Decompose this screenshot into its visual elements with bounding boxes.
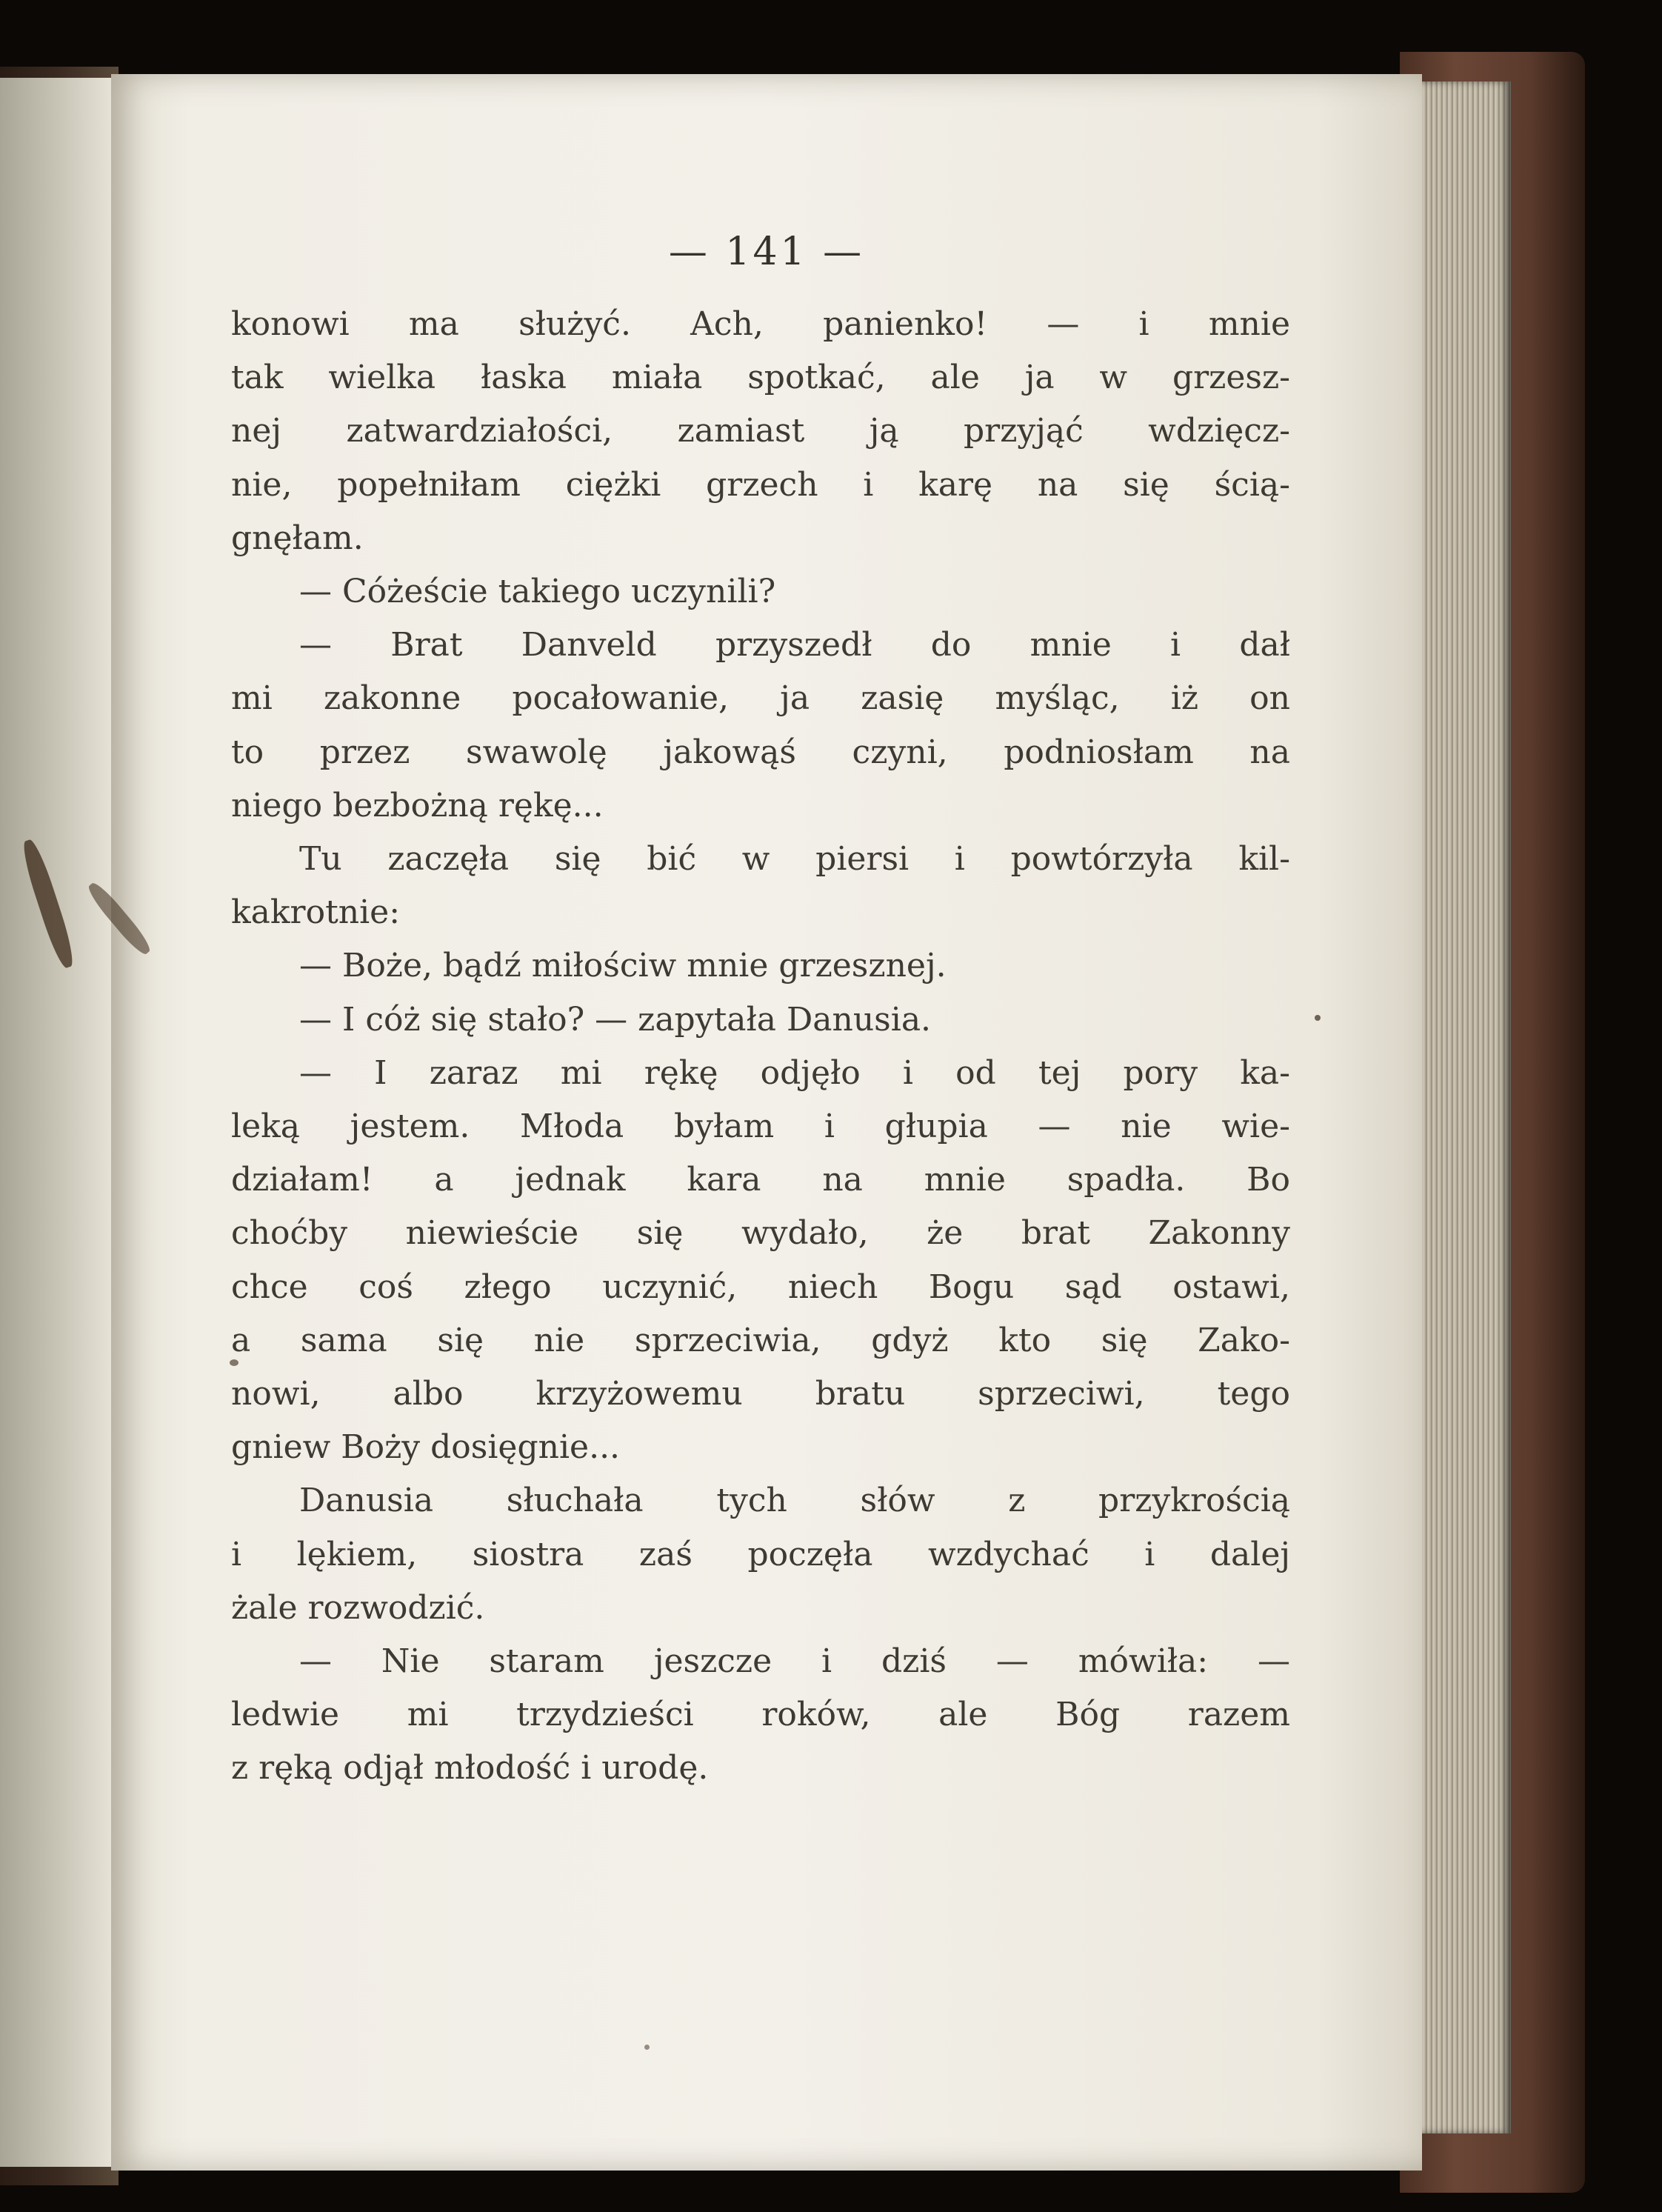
text-line: konowi ma służyć. Ach, panienko! — i mnie: [231, 305, 1290, 343]
text-line: — Brat Danveld przyszedł do mnie i dał: [299, 626, 1290, 664]
text-line: tak wielka łaska miała spotkać, ale ja w grzesz-: [231, 359, 1290, 397]
page-text: [231, 298, 1290, 1796]
text-line: kakrotnie:: [231, 893, 401, 932]
left-page-edge: [0, 78, 111, 2167]
text-line: — Nie staram jeszcze i dziś — mówiła: —: [299, 1642, 1290, 1681]
text-line: z ręką odjął młodość i urodę.: [231, 1749, 709, 1788]
text-line: mi zakonne pocałowanie, ja zasię myśląc, iż on: [231, 679, 1290, 718]
text-line: — Cóżeście takiego uczynili?: [299, 573, 776, 611]
text-line: — I cóż się stało? — zapytała Danusia.: [299, 1000, 932, 1039]
text-line: choćby niewieście się wydało, że brat Zakonny: [231, 1214, 1290, 1253]
text-line: gnęłam.: [231, 519, 364, 557]
text-line: a sama się nie sprzeciwia, gdyż kto się Zako-: [231, 1321, 1290, 1359]
text-line: leką jestem. Młoda byłam i głupia — nie wie-: [231, 1107, 1290, 1146]
text-line: działam! a jednak kara na mnie spadła. Bo: [231, 1161, 1290, 1199]
text-line: żale rozwodzić.: [231, 1588, 485, 1627]
text-line: ledwie mi trzydzieści roków, ale Bóg razem: [231, 1696, 1290, 1734]
text-line: Danusia słuchała tych słów z przykrością: [299, 1482, 1290, 1520]
ink-speck: [230, 1359, 238, 1366]
text-line: i lękiem, siostra zaś poczęła wzdychać i dalej: [231, 1535, 1290, 1573]
text-line: Tu zaczęła się bić w piersi i powtórzyła kil-: [299, 840, 1290, 879]
ink-speck: [1315, 1015, 1321, 1021]
text-line: gniew Boży dosięgnie...: [231, 1428, 621, 1467]
text-line: niego bezbożną rękę...: [231, 786, 604, 824]
text-line: — I zaraz mi rękę odjęło i od tej pory ka-: [299, 1053, 1290, 1092]
text-line: nie, popełniłam ciężki grzech i karę na się ścią-: [231, 465, 1290, 504]
page-number: — 141 —: [668, 230, 865, 274]
text-line: nej zatwardziałości, zamiast ją przyjąć wdzięcz-: [231, 412, 1290, 450]
text-line: nowi, albo krzyżowemu bratu sprzeciwi, tego: [231, 1375, 1290, 1413]
text-line: — Boże, bądź miłościw mnie grzesznej.: [299, 947, 947, 985]
page-stack-edge: [1407, 81, 1511, 2133]
book-page: [111, 74, 1422, 2171]
ink-speck: [644, 2045, 650, 2050]
text-line: to przez swawolę jakowąś czyni, podniosłam na: [231, 733, 1290, 771]
text-line: chce coś złego uczynić, niech Bogu sąd ostawi,: [231, 1267, 1290, 1306]
